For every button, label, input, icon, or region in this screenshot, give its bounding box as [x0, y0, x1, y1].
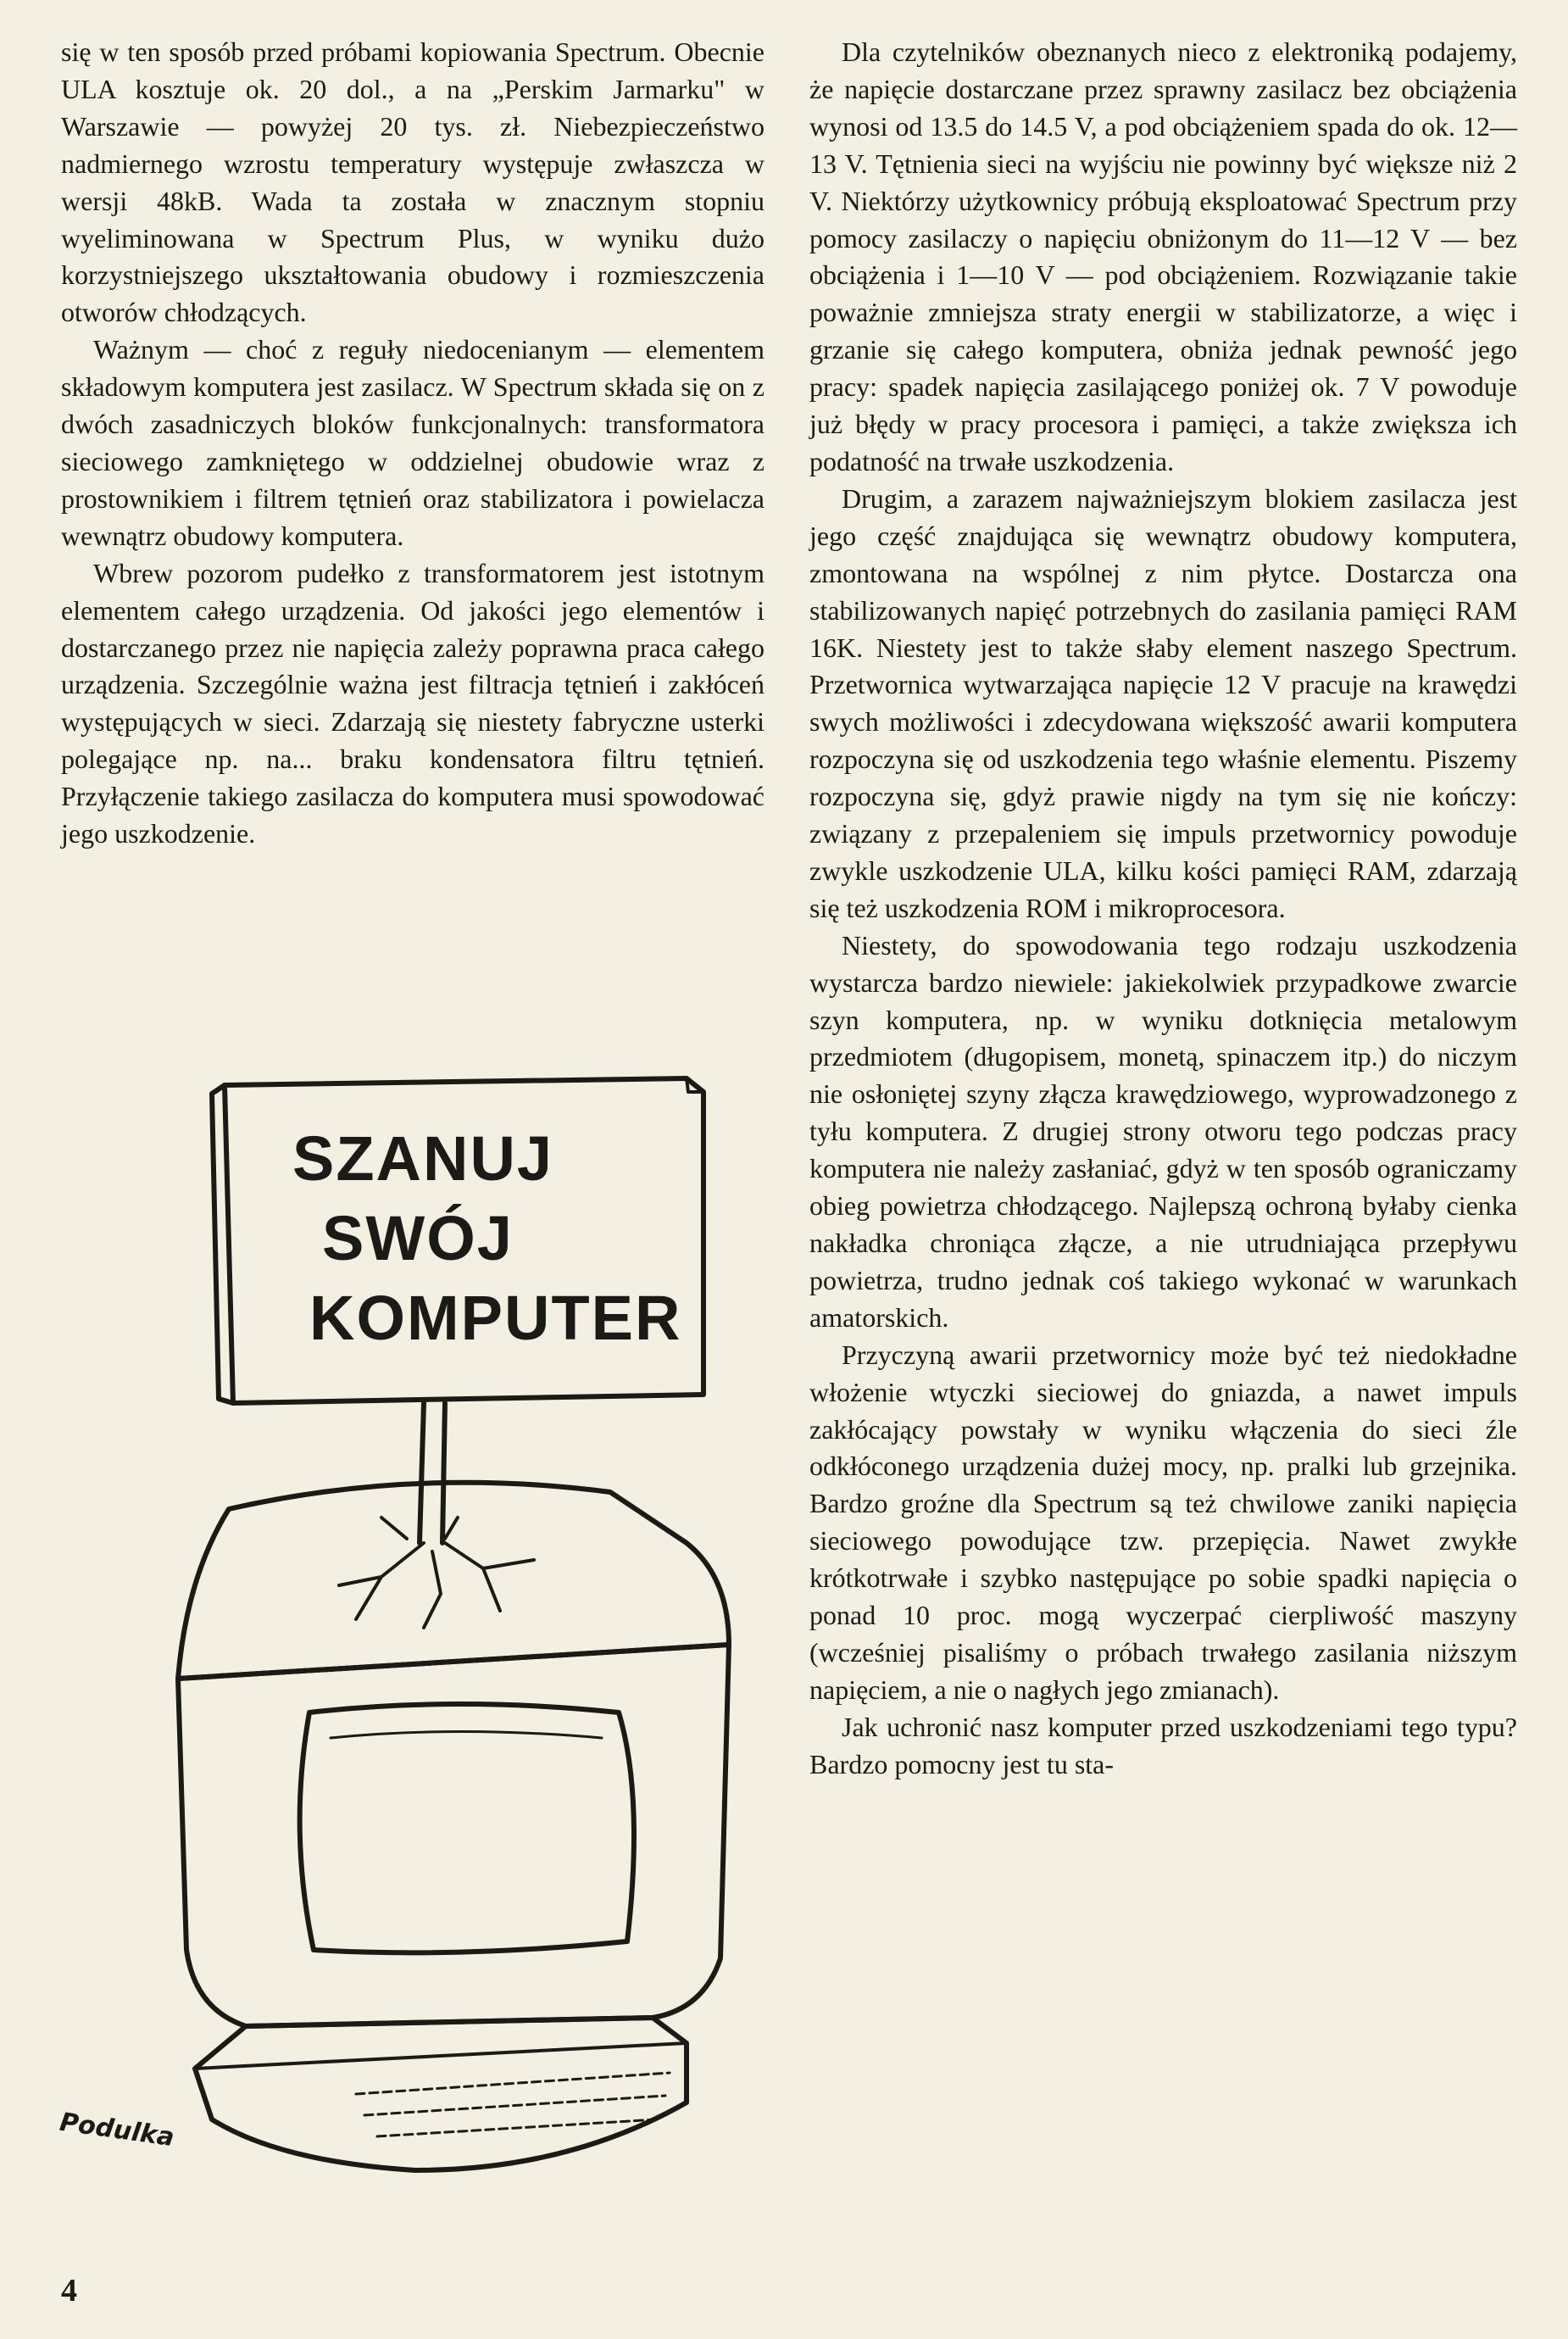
- paragraph: Ważnym — choć z reguły niedocenianym — elementem składowym komputera jest zasilacz. W Spectrum składa się on z dwóch zasadniczych bloków funkcjonalnych: transformatora sieciowego zamkniętego w oddzielnej obudowie wraz z prostownikiem i filtrem tętnień oraz stabilizatora i powielacza wewnątrz obudowy komputera.: [61, 334, 765, 551]
- monitor-screen: [300, 1704, 634, 1952]
- left-column: [61, 34, 765, 853]
- sign-text: [263, 1119, 682, 1358]
- sign-line: SZANUJ: [292, 1123, 554, 1194]
- cartoon-illustration: [59, 1068, 771, 2196]
- paragraph: Drugim, a zarazem najważniejszym blokiem zasilacza jest jego część znajdująca się wewnątrz obudowy komputera, zmontowana na wspólnej z nim płytce. Dostarcza ona stabilizowanych napięć potrzebnych do zasilania pamięci RAM 16K. Niestety jest to także słaby element naszego Spectrum. Przetwornica wytwarzająca napięcie 12 V pracuje na krawędzi swych możliwości i zdecydowana większość awarii komputera rozpoczyna się od uszkodzenia tego właśnie elementu. Piszemy rozpoczyna się, gdyż prawie nigdy na tym się nie kończy: związany z przepaleniem się impuls przetwornicy powoduje zwykle uszkodzenie ULA, kilku kości pamięci RAM, zdarzają się też uszkodzenia ROM i mikroprocesora.: [809, 482, 1517, 923]
- keyboard-keys: [356, 2073, 670, 2136]
- computer-base: [195, 2018, 687, 2170]
- artist-signature: Podulka: [58, 2107, 176, 2153]
- paragraph: Niestety, do spowodowania tego rodzaju uszkodzenia wystarcza bardzo niewiele: jakiekolwiek przypadkowe zwarcie szyn komputera, np. w wyniku dotknięcia metalowym przedmiotem (długopisem, monetą, spinaczem itp.) do niczym nie osłoniętej szyny złącza krawędziowego, wyprowadzonego z tyłu komputera. Z drugiej strony otworu tego podczas pracy komputera nie należy zasłaniać, gdyż w ten sposób ograniczamy obieg powietrza chłodzącego. Najlepszą ochroną byłaby cienka nakładka chroniąca złącze, a nie utrudniająca przepływu powietrza, trudno jednak coś takiego wykonać w warunkach amatorskich.: [809, 929, 1517, 1333]
- paragraph: Przyczyną awarii przetwornicy może być też niedokładne włożenie wtyczki sieciowej do gniazda, a nawet impuls zakłócający powstały w wyniku włączenia do sieci źle odkłóconego urządzenia dużej mocy, np. pralki lub grzejnika. Bardzo groźne dla Spectrum są też chwilowe zaniki napięcia sieciowego powodujące tzw. przepięcia. Nawet zwykłe krótkotrwałe i szybko następujące po sobie spadki napięcia o ponad 10 proc. mogą wyczerpać cierpliwość maszyny (wcześniej pisaliśmy o próbach trwałego zasilania niższym napięciem, a nie o nagłych jego zmianach).: [809, 1339, 1517, 1705]
- sign-pole: [420, 1403, 445, 1543]
- paragraph: Dla czytelników obeznanych nieco z elektroniką podajemy, że napięcie dostarczane przez sprawny zasilacz bez obciążenia wynosi od 13.5 do 14.5 V, a pod obciążeniem spada do ok. 12—13 V. Tętnienia sieci na wyjściu nie powinny być większe niż 2 V. Niektórzy użytkownicy próbują eksploatować Spectrum przy pomocy zasilaczy o napięciu obniżonym do 11—12 V — bez obciążenia i 1—10 V — pod obciążeniem. Rozwiązanie takie poważnie zmniejsza straty energii w stabilizatorze, a więc i grzanie się całego komputera, obniża jednak pewność jego pracy: spadek napięcia zasilającego poniżej ok. 7 V powoduje już błędy w pracy procesora i pamięci, a także zwiększa ich podatność na trwałe uszkodzenia.: [809, 36, 1517, 476]
- paragraph: Jak uchronić nasz komputer przed uszkodzeniami tego typu? Bardzo pomocny jest tu sta-: [809, 1711, 1517, 1779]
- sign-line: KOMPUTER: [309, 1283, 682, 1353]
- paragraph: się w ten sposób przed próbami kopiowania Spectrum. Obecnie ULA kosztuje ok. 20 dol., a na „Perskim Jarmarku" w Warszawie — powyżej 20 tys. zł. Niebezpieczeństwo nadmiernego wzrostu temperatury występuje zwłaszcza w wersji 48kB. Wada ta została w znacznym stopniu wyeliminowana w Spectrum Plus, w wyniku dużo korzystniejszego ukształtowania obudowy i rozmieszczenia otworów chłodzących.: [61, 36, 765, 328]
- right-column: [809, 34, 1517, 1784]
- paragraph: Wbrew pozorom pudełko z transformatorem jest istotnym elementem całego urządzenia. Od jakości jego elementów i dostarczanego przez nie napięcia zależy poprawna praca całego urządzenia. Szczególnie ważna jest filtracja tętnień i zakłóceń występujących w sieci. Zdarzają się niestety fabryczne usterki polegające np. na... braku kondensatora filtru tętnień. Przyłączenie takiego zasilacza do komputera musi spowodować jego uszkodzenie.: [61, 557, 765, 849]
- page-number: 4: [61, 2273, 77, 2308]
- cracks: [339, 1543, 534, 1628]
- sign-line: SWÓJ: [322, 1203, 514, 1273]
